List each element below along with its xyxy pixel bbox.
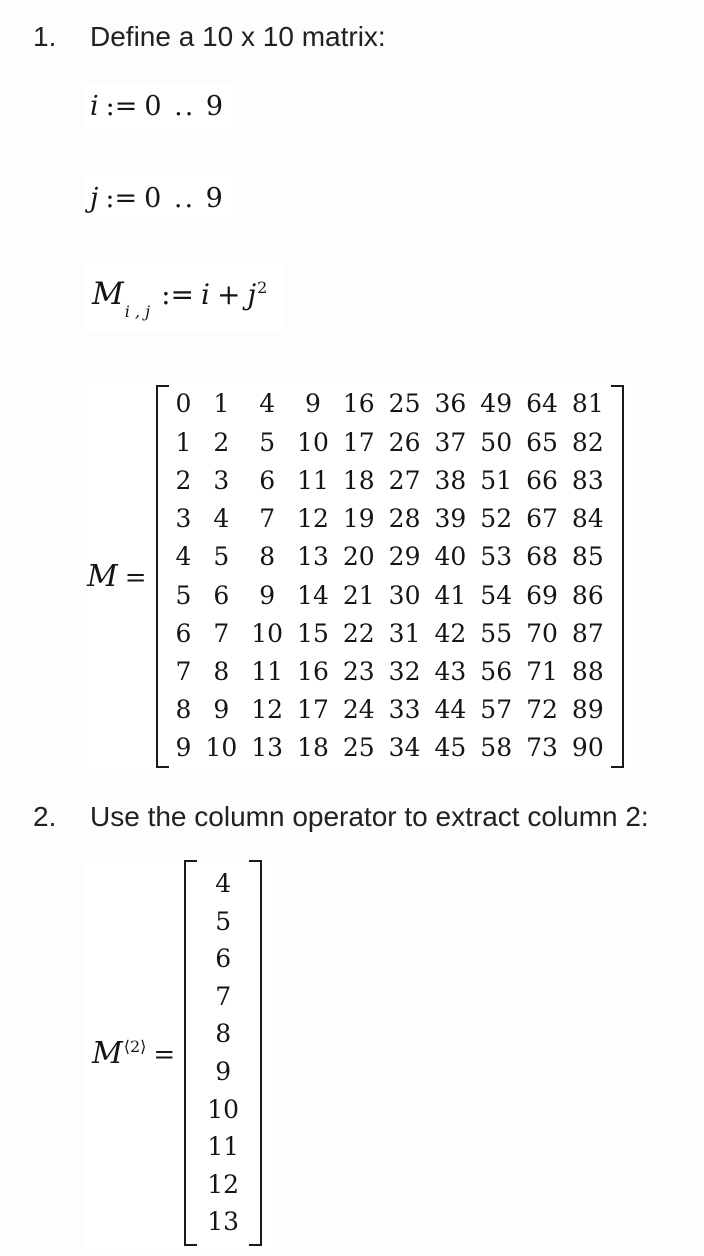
matrix-cell: 65	[526, 427, 558, 457]
range-i: 0 .. 9	[144, 91, 226, 122]
matrix-cell: 2	[213, 427, 230, 457]
vector-cell: 6	[215, 944, 232, 974]
matrix-cell: 55	[480, 618, 513, 648]
matrix-cell: 25	[342, 733, 375, 763]
matrix-cell: 85	[571, 542, 604, 572]
section-2-title: Use the column operator to extract column 2:	[90, 801, 649, 832]
matrix-row	[169, 729, 611, 767]
assign-operator: :=	[161, 278, 194, 311]
matrix-cell: 9	[305, 389, 321, 419]
matrix-cell: 26	[388, 427, 421, 457]
matrix-cell: 73	[526, 733, 558, 763]
matrix-cell: 6	[213, 580, 230, 610]
term-j: j	[247, 278, 257, 311]
matrix-cell: 41	[434, 580, 467, 610]
matrix-cell: 81	[571, 389, 604, 419]
matrix-cell: 54	[480, 580, 513, 610]
matrix-cell: 71	[526, 656, 558, 686]
plus-operator: +	[216, 278, 241, 311]
matrix-cell: 45	[434, 733, 467, 763]
matrix-cell: 12	[251, 695, 284, 725]
matrix-cell: 69	[526, 580, 558, 610]
equation-j-definition	[83, 176, 239, 222]
term-i: i	[201, 278, 210, 311]
matrix-cell: 16	[297, 656, 329, 686]
variable-M: M	[92, 276, 124, 312]
matrix-cell: 57	[480, 695, 513, 725]
matrix-cell: 8	[213, 656, 230, 686]
matrix-cell: 18	[297, 733, 329, 763]
right-bracket	[249, 860, 262, 1246]
matrix-row	[169, 385, 611, 423]
matrix-cell: 23	[342, 656, 375, 686]
matrix-cell: 14	[297, 580, 329, 610]
matrix-variable: M	[87, 559, 118, 594]
vector-label	[92, 1036, 175, 1071]
section-1-number: 1.	[33, 21, 57, 52]
matrix-cell: 11	[297, 465, 329, 495]
matrix-cell: 10	[251, 618, 284, 648]
equals-sign: =	[153, 1039, 176, 1070]
matrix-cell: 10	[205, 733, 238, 763]
matrix-cell: 56	[480, 656, 513, 686]
matrix-cell: 7	[259, 504, 276, 534]
matrix-cell: 2	[175, 465, 192, 495]
matrix-cell: 19	[342, 504, 375, 534]
matrix-cell: 40	[434, 542, 467, 572]
matrix-cell: 4	[213, 504, 230, 534]
assign-operator: :=	[105, 91, 138, 122]
section-2-heading	[33, 800, 649, 834]
matrix-cell: 18	[342, 465, 375, 495]
matrix-cell: 1	[213, 389, 230, 419]
left-bracket	[156, 385, 169, 768]
matrix-label	[87, 559, 147, 594]
vector-values-column	[197, 865, 249, 1241]
matrix-cell: 27	[388, 465, 421, 495]
column-superscript: ⟨2⟩	[123, 1036, 147, 1056]
vector-cell: 12	[207, 1169, 240, 1199]
matrix-cell: 9	[175, 733, 192, 763]
matrix-cell: 33	[388, 695, 421, 725]
equation-i-definition	[83, 84, 239, 130]
matrix-cell: 44	[434, 695, 467, 725]
matrix-cell: 88	[571, 656, 604, 686]
matrix-cell: 29	[388, 542, 421, 572]
matrix-row	[169, 615, 611, 653]
variable-j: j	[90, 183, 99, 214]
matrix-cell: 70	[526, 618, 558, 648]
matrix-cell: 16	[342, 389, 375, 419]
vector-cell: 9	[215, 1057, 232, 1086]
matrix-cell: 12	[297, 504, 329, 534]
matrix-cell: 39	[434, 504, 467, 534]
matrix-cell: 1	[175, 427, 192, 457]
matrix-cell: 17	[342, 427, 375, 457]
matrix-cell: 0	[175, 389, 192, 419]
matrix-cell: 53	[480, 542, 513, 572]
matrix-cell: 42	[434, 618, 467, 648]
matrix-cell: 31	[388, 618, 421, 648]
matrix-row	[169, 691, 611, 729]
column-vector-display	[85, 858, 278, 1248]
matrix-cell: 38	[434, 465, 467, 495]
equation-matrix-definition	[85, 262, 283, 332]
section-1-title: Define a 10 x 10 matrix:	[90, 21, 386, 52]
matrix-cell: 89	[571, 695, 604, 725]
matrix-table	[169, 385, 611, 767]
matrix-cell: 13	[251, 733, 284, 763]
vector-variable: M	[92, 1035, 123, 1071]
matrix-cell: 52	[480, 504, 513, 534]
matrix-row	[169, 462, 611, 500]
matrix-cell: 86	[571, 580, 604, 610]
matrix-cell: 7	[175, 656, 192, 686]
equals-sign: =	[124, 563, 147, 593]
vector-cell: 10	[207, 1094, 240, 1124]
matrix-table-body	[169, 385, 611, 767]
matrix-cell: 30	[388, 580, 421, 610]
matrix-cell: 9	[213, 695, 230, 725]
matrix-cell: 87	[571, 618, 604, 648]
subscript-ij: i , j	[124, 302, 151, 321]
matrix-cell: 37	[434, 427, 467, 457]
matrix-cell: 8	[175, 695, 192, 725]
matrix-cell: 13	[297, 542, 329, 572]
matrix-cell: 20	[342, 542, 375, 572]
matrix-cell: 82	[571, 427, 604, 457]
vector-cell: 11	[207, 1132, 240, 1162]
matrix-cell: 43	[434, 656, 467, 686]
matrix-cell: 15	[297, 618, 329, 648]
matrix-cell: 25	[388, 389, 421, 419]
matrix-cell: 32	[388, 656, 421, 686]
matrix-cell: 51	[480, 465, 513, 495]
vector-cell: 5	[215, 906, 232, 936]
matrix-cell: 6	[175, 618, 192, 648]
matrix-cell: 49	[480, 389, 513, 419]
matrix-row	[169, 577, 611, 615]
matrix-row	[169, 538, 611, 576]
matrix-cell: 5	[213, 542, 230, 572]
section-1-heading	[33, 20, 386, 54]
matrix-cell: 9	[259, 580, 276, 610]
matrix-cell: 72	[526, 695, 558, 725]
matrix-cell: 4	[175, 542, 192, 572]
left-bracket	[184, 860, 197, 1246]
vector-cell: 7	[215, 981, 232, 1011]
matrix-row	[169, 424, 611, 462]
matrix-row	[169, 500, 611, 538]
matrix-cell: 21	[342, 580, 375, 610]
matrix-cell: 67	[526, 504, 558, 534]
matrix-cell: 24	[342, 695, 375, 725]
matrix-cell: 64	[526, 389, 558, 419]
matrix-cell: 22	[342, 618, 375, 648]
matrix-cell: 68	[526, 542, 558, 572]
matrix-cell: 11	[251, 656, 284, 686]
vector-cell: 4	[215, 869, 232, 899]
matrix-cell: 50	[480, 427, 513, 457]
matrix-result-display	[87, 383, 638, 770]
matrix-cell: 34	[388, 733, 421, 763]
matrix-cell: 83	[571, 465, 604, 495]
matrix-cell: 66	[526, 465, 558, 495]
vector-cell: 8	[215, 1019, 232, 1049]
matrix-row	[169, 653, 611, 691]
matrix-cell: 36	[434, 389, 467, 419]
matrix-cell: 90	[571, 733, 604, 763]
matrix-cell: 58	[480, 733, 513, 763]
matrix-cell: 5	[175, 580, 192, 610]
matrix-cell: 6	[259, 465, 276, 495]
matrix-cell: 84	[571, 504, 604, 534]
section-2-number: 2.	[33, 801, 57, 832]
matrix-cell: 4	[259, 389, 276, 419]
matrix-cell: 28	[388, 504, 421, 534]
matrix-cell: 3	[175, 504, 192, 534]
assign-operator: :=	[105, 183, 138, 214]
matrix-cell: 7	[213, 618, 230, 648]
matrix-cell: 8	[259, 542, 276, 572]
range-j: 0 .. 9	[144, 183, 225, 214]
vector-cell: 13	[207, 1207, 240, 1237]
matrix-cell: 5	[259, 427, 276, 457]
matrix-cell: 10	[297, 427, 329, 457]
variable-i: i	[90, 91, 99, 122]
exponent-2: 2	[257, 278, 268, 297]
matrix-cell: 3	[213, 465, 230, 495]
matrix-cell: 17	[297, 695, 329, 725]
right-bracket	[611, 385, 624, 768]
